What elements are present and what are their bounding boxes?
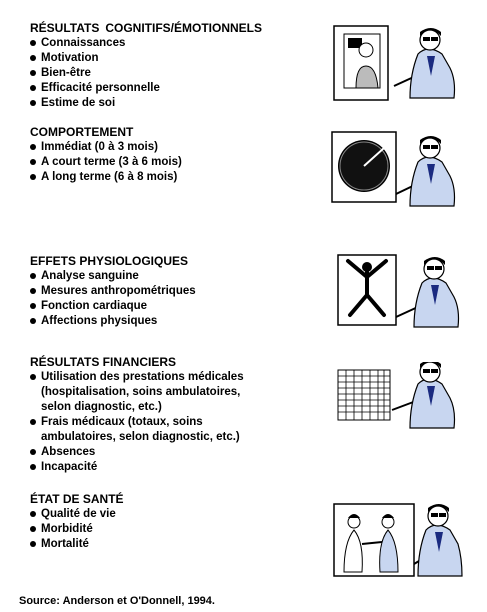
list-item: Absences [30,445,330,460]
presenter-with-spreadsheet-icon [336,362,466,440]
list-item: Analyse sanguine [30,269,330,284]
heading-part-1: RÉSULTATS [30,21,100,35]
list-item: Efficacité personnelle [30,81,330,96]
section-heading: EFFETS PHYSIOLOGIQUES [30,254,189,268]
list-item: Immédiat (0 à 3 mois) [30,140,330,155]
list-item: Bien-être [30,66,330,81]
list-item: Estime de soi [30,96,330,111]
list-item: Morbidité [30,522,330,537]
list-item: Connaissances [30,36,330,51]
presenter-with-clock-icon [330,130,460,212]
presenter-with-doctor-patient-icon [330,500,465,582]
section-health-status [30,492,330,552]
list-item-continuation: selon diagnostic, etc.) [41,401,162,413]
section-financial [30,355,330,475]
list-item: Mortalité [30,537,330,552]
section-cognitive-emotional [30,21,330,111]
section-physiological [30,254,330,329]
list-item: Utilisation des prestations médicales [30,370,330,385]
section-heading: COMPORTEMENT [30,125,134,139]
section-heading [30,21,330,35]
list-item: Qualité de vie [30,507,330,522]
list-item-continuation: (hospitalisation, soins ambulatoires, [41,386,241,398]
heading-part-2: COGNITIFS/ÉMOTIONNELS [105,21,262,35]
list-item: Mesures anthropométriques [30,284,330,299]
section-behaviour [30,125,330,185]
list-item-continuation: ambulatoires, selon diagnostic, etc.) [41,431,240,443]
list-item: Motivation [30,51,330,66]
list-item: Frais médicaux (totaux, soins [30,415,330,430]
list-item: A long terme (6 à 8 mois) [30,170,330,185]
list-item: Fonction cardiaque [30,299,330,314]
list-item: A court terme (3 à 6 mois) [30,155,330,170]
presenter-with-body-figure-icon [336,253,466,333]
presenter-with-portrait-icon [330,24,460,106]
list-item: Incapacité [30,460,330,475]
source-citation: Source: Anderson et O'Donnell, 1994. [19,595,215,607]
section-heading: ÉTAT DE SANTÉ [30,492,124,506]
list-item: Affections physiques [30,314,330,329]
section-heading: RÉSULTATS FINANCIERS [30,355,176,369]
